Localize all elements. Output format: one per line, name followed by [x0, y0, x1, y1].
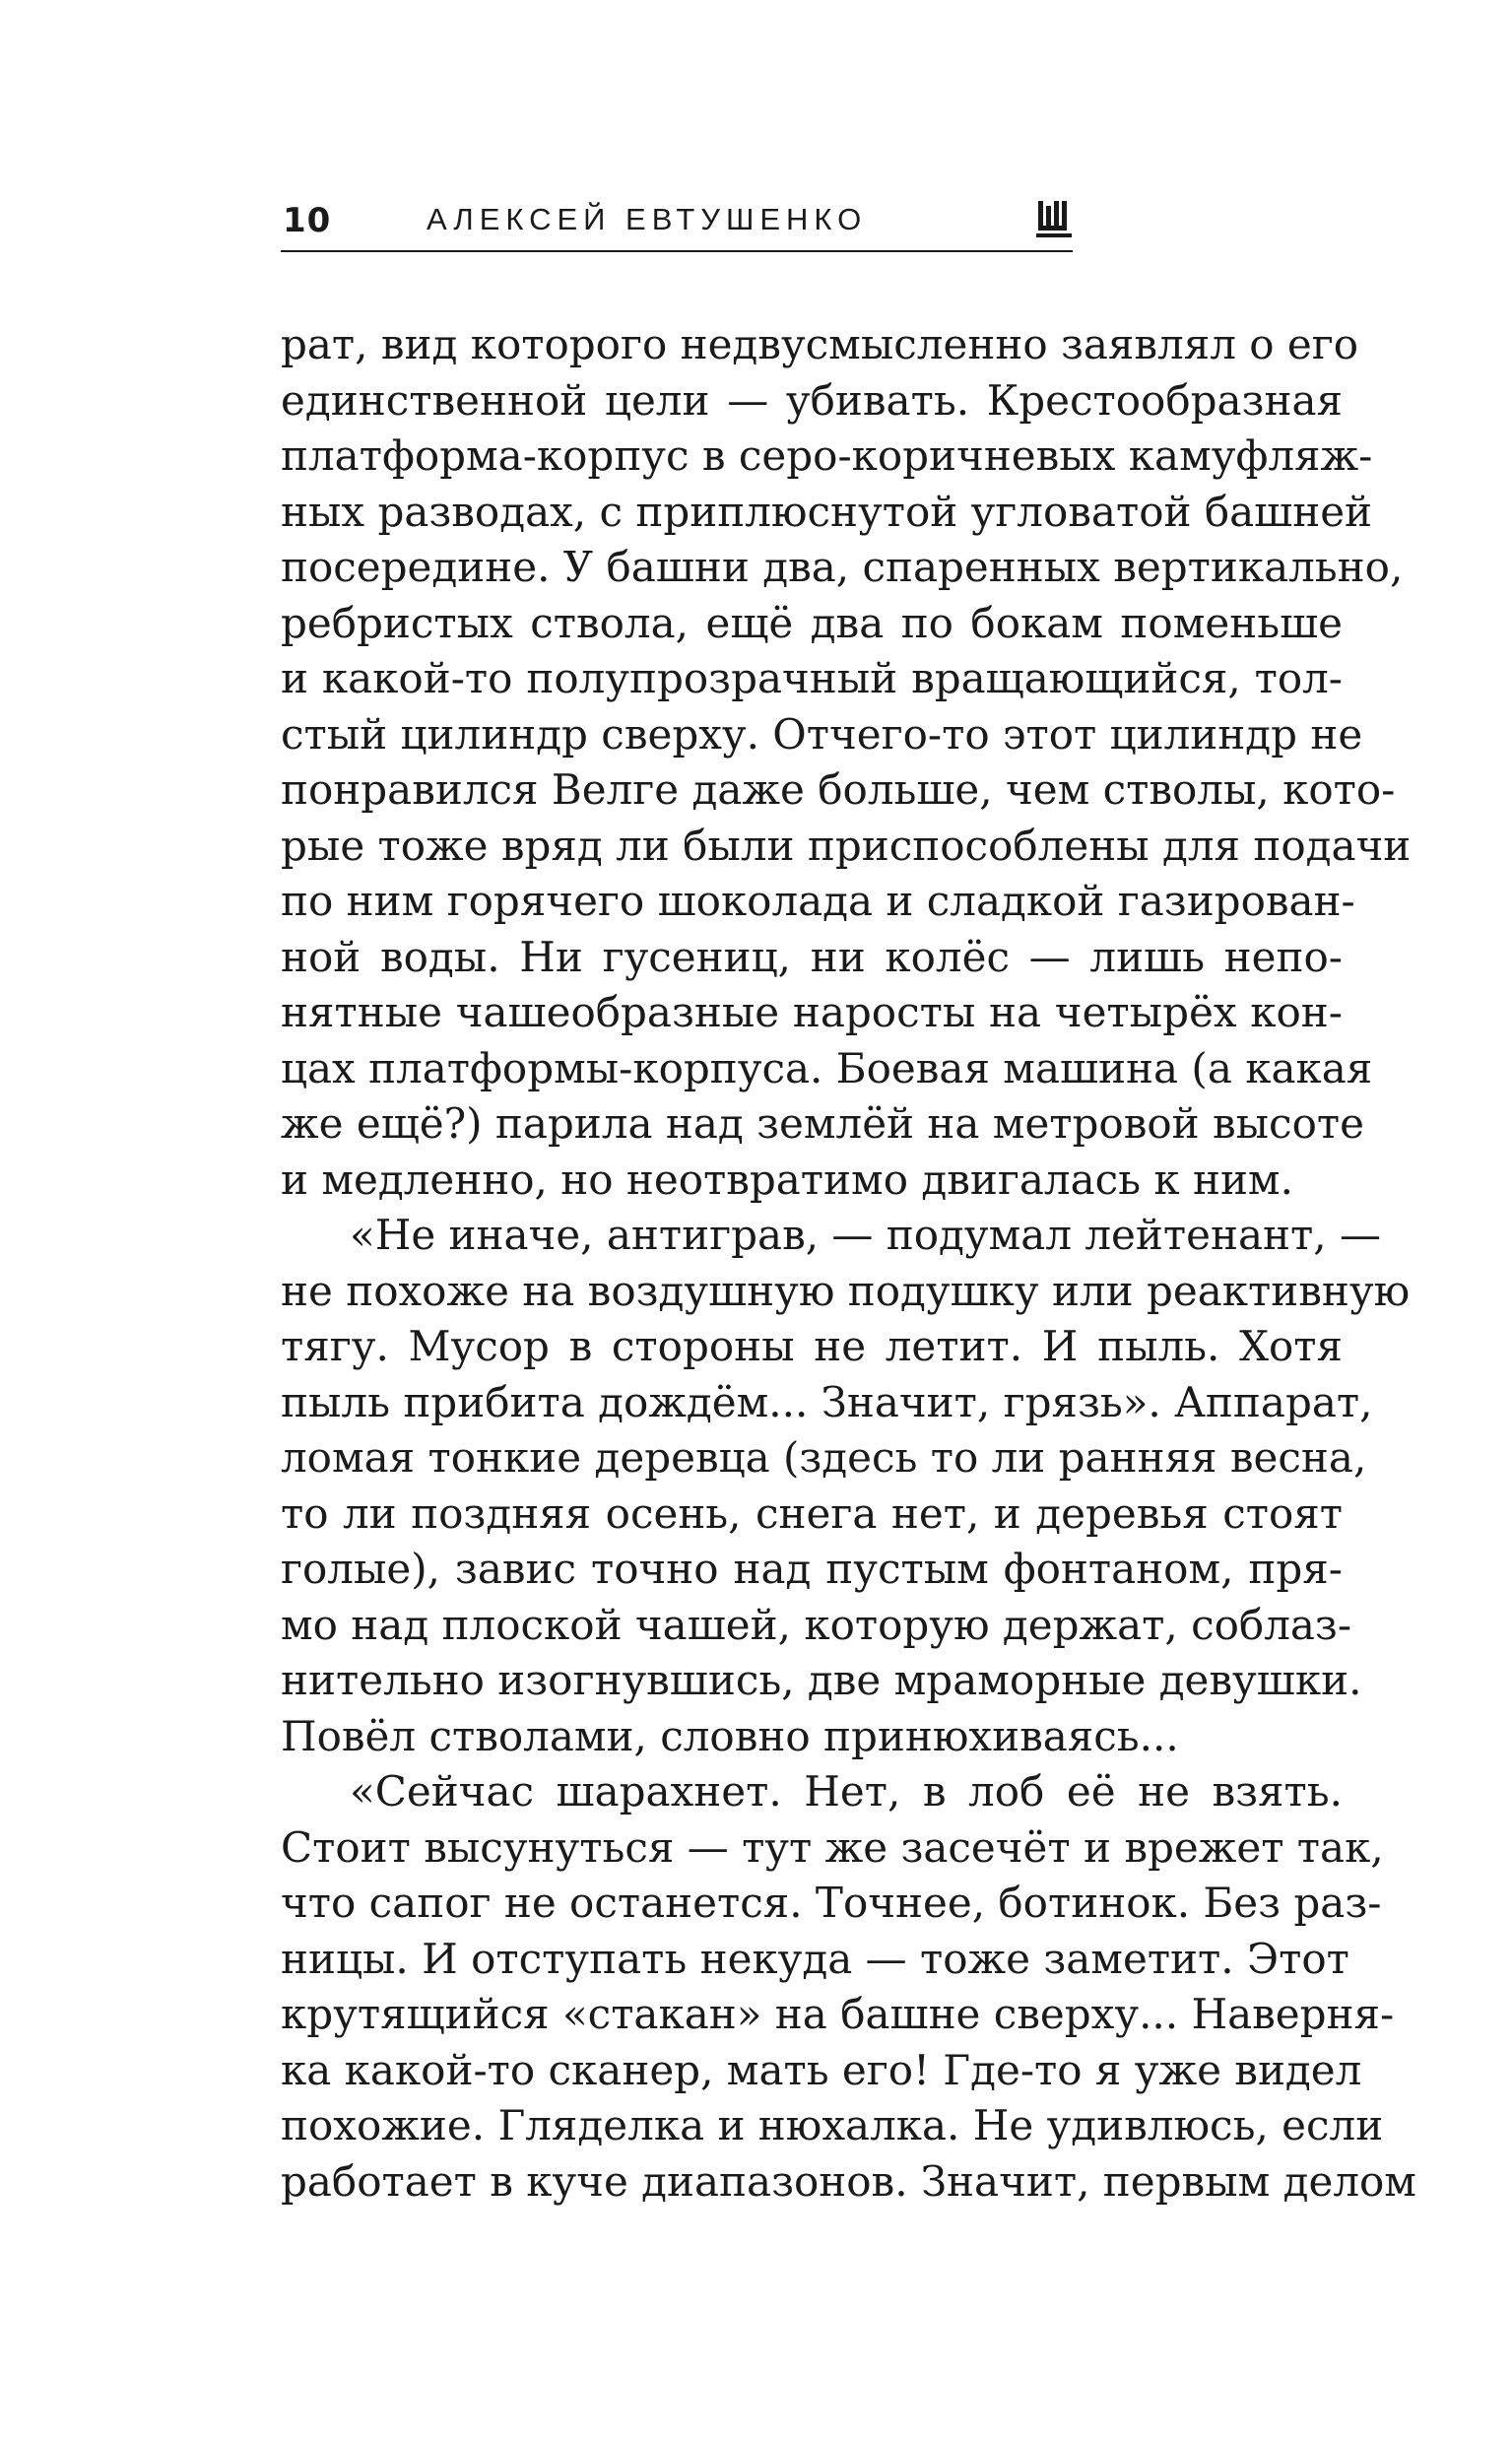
text-line: же ещё?) парила над землёй на метровой высоте: [281, 1099, 1364, 1148]
text-line: Повёл стволами, словно принюхиваясь...: [281, 1711, 1179, 1760]
text-line: цах платформы-корпуса. Боевая машина (а какая: [281, 1043, 1373, 1092]
page-number: 10: [283, 201, 332, 240]
text-line: нятные чашеобразные наросты на четырёх кон-: [281, 988, 1343, 1036]
text-line: рат, вид которого недвусмысленно заявлял о его: [281, 320, 1359, 368]
text-line: ной воды. Ни гусениц, ни колёс — лишь непо-: [281, 932, 1343, 981]
text-line: «Сейчас шарахнет. Нет, в лоб её не взять.: [350, 1767, 1343, 1816]
text-line: Стоит высунуться — тут же засечёт и врежет так,: [281, 1822, 1384, 1872]
publisher-logo-icon: [1036, 201, 1072, 238]
text-line: понравился Велге даже больше, чем стволы, кото-: [281, 765, 1396, 814]
main-text: [281, 317, 1416, 2210]
text-line: мо над плоской чашей, которую держат, соблаз-: [281, 1600, 1352, 1649]
text-line: нительно изогнувшись, две мраморные девушки.: [281, 1656, 1362, 1704]
text-line: работает в куче диапазонов. Значит, первым делом: [281, 2156, 1416, 2206]
text-line: похожие. Гляделка и нюхалка. Не удивлюсь, если: [281, 2101, 1384, 2149]
text-line: по ним горячего шоколада и сладкой газирован-: [281, 877, 1355, 925]
text-line: ницы. И отступать некуда — тоже заметит. Этот: [281, 1934, 1349, 1983]
text-line: и медленно, но неотвратимо двигалась к ним.: [281, 1155, 1293, 1204]
text-line: что сапог не останется. Точнее, ботинок. Без раз-: [281, 1879, 1382, 1927]
text-line: посередине. У башни два, спаренных вертикально,: [281, 543, 1404, 591]
paragraph: [281, 1764, 1416, 2210]
text-line: ломая тонкие деревца (здесь то ли ранняя весна,: [281, 1433, 1367, 1482]
paragraph: [281, 1208, 1411, 1764]
text-line: ных разводах, с приплюснутой угловатой башней: [281, 487, 1373, 536]
running-title-author: АЛЕКСЕЙ ЕВТУШЕНКО: [427, 202, 868, 236]
paragraph: [281, 317, 1412, 1208]
running-header: [281, 197, 1073, 252]
text-line: стый цилиндр сверху. Отчего-то этот цилиндр не: [281, 709, 1363, 759]
text-line: то ли поздняя осень, снега нет, и деревья стоят: [281, 1488, 1343, 1538]
text-line: не похоже на воздушную подушку или реактивную: [281, 1266, 1411, 1315]
text-line: и какой-то полупрозрачный вращающийся, тол-: [281, 654, 1343, 702]
text-line: тягу. Мусор в стороны не летит. И пыль. Хотя: [281, 1322, 1343, 1370]
text-line: голые), завис точно над пустым фонтаном, пря-: [281, 1545, 1343, 1593]
text-line: пыль прибита дождём... Значит, грязь». Аппарат,: [281, 1377, 1373, 1426]
text-line: платформа-корпус в серо-коричневых камуфляж-: [281, 431, 1373, 480]
text-line: единственной цели — убивать. Крестообразная: [281, 375, 1343, 425]
text-line: ребристых ствола, ещё два по бокам поменьше: [281, 598, 1343, 647]
text-line: «Не иначе, антиграв, — подумал лейтенант, —: [350, 1211, 1381, 1259]
text-line: крутящийся «стакан» на башне сверху... Наверня-: [281, 1990, 1395, 2038]
text-line: рые тоже вряд ли были приспособлены для подачи: [281, 821, 1412, 870]
text-line: ка какой-то сканер, мать его! Где-то я уже видел: [281, 2045, 1362, 2094]
